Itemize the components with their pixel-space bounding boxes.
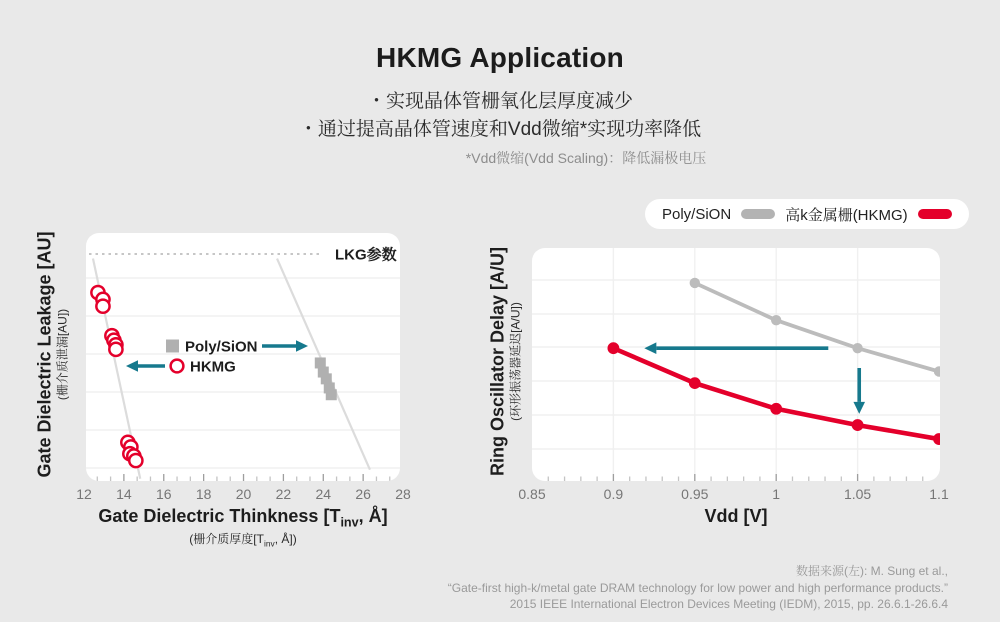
citation-line-3: 2015 IEEE International Electron Devices Meeting (IEDM), 2015, pp. 26.6.1-26.6.4	[509, 597, 948, 611]
legend-label-polysion: Poly/SiON	[662, 205, 732, 223]
citation-line-1: 数据来源(左): M. Sung et al.,	[795, 564, 948, 578]
legend-square-marker	[166, 340, 179, 353]
x-tick-label: 18	[195, 486, 212, 502]
legend-hkmg-label: HKMG	[190, 358, 236, 376]
polysion-line	[695, 283, 939, 372]
hkmg-left-arrow-head	[126, 360, 138, 372]
vdd-scaling-footnote: *Vdd微缩(Vdd Scaling)：降低漏极电压	[465, 150, 707, 166]
left-x-axis-subtitle-subscript: inv	[263, 538, 275, 549]
right-x-axis-title: Vdd [V]	[704, 506, 768, 526]
hkmg-point	[96, 300, 109, 313]
left-x-axis-title-pre: Gate Dielectric Thinkness [T	[98, 506, 341, 526]
bullet-oxide-thickness: ・实现晶体管栅氧化层厚度减少	[366, 91, 633, 112]
hkmg-point	[129, 454, 142, 467]
leakage-chart	[86, 233, 400, 481]
hkmg-point	[852, 419, 864, 431]
legend-label-hkmg: 高k金属栅(HKMG)	[785, 206, 908, 224]
x-tick-label: 20	[235, 486, 252, 502]
right-y-axis-subtitle: (环形振荡器延迟[A/U])	[508, 302, 523, 421]
x-tick-label: 1.1	[929, 486, 949, 502]
left-x-axis-title-post: , Å]	[358, 506, 388, 526]
leakage-chart-panel	[86, 233, 400, 481]
x-tick-label: 0.95	[681, 486, 709, 502]
hkmg-point	[109, 343, 122, 356]
bullet-power-reduction: ・通过提高晶体管速度和Vdd微缩*实现功率降低	[298, 119, 702, 140]
left-x-axis-title	[63, 506, 423, 530]
left-x-axis-subtitle-pre: (栅介质厚度[T	[189, 532, 264, 546]
polysion-point	[934, 366, 940, 376]
polysion-point	[326, 389, 337, 400]
right-y-axis-label	[487, 202, 524, 522]
x-tick-label: 28	[395, 486, 411, 502]
x-tick-label: 0.85	[518, 486, 546, 502]
x-tick-label: 22	[275, 486, 292, 502]
x-tick-label: 26	[355, 486, 371, 502]
x-tick-label: 1	[772, 486, 781, 502]
header-bullets	[0, 88, 1000, 144]
left-x-axis-subtitle	[63, 530, 423, 548]
polysion-point	[852, 343, 862, 353]
hkmg-swatch	[918, 209, 952, 219]
series-legend	[645, 199, 969, 229]
x-tick-label: 12	[76, 486, 92, 502]
hkmg-point	[608, 342, 620, 354]
left-x-axis-title-subscript: inv	[340, 515, 359, 530]
vdd-scaling-arrow-head	[644, 342, 656, 354]
delay-reduction-arrow-head	[853, 402, 865, 414]
left-y-axis-subtitle: (栅介质泄漏[AU])	[55, 308, 70, 401]
citation-line-2: “Gate-first high-k/metal gate DRAM technology for low power and high performance products.”	[447, 580, 948, 595]
right-x-axis-ticks	[518, 486, 949, 504]
left-x-axis-ticks	[76, 486, 411, 504]
left-x-axis-subtitle-post: , Å])	[274, 532, 297, 546]
polysion-swatch	[741, 209, 775, 219]
x-tick-label: 1.05	[843, 486, 872, 502]
legend-polysion-label: Poly/SiON	[185, 338, 258, 356]
polysion-point	[690, 278, 700, 288]
right-y-axis-title: Ring Oscillator Delay [A/U]	[487, 246, 508, 477]
hkmg-point	[770, 403, 782, 415]
x-tick-label: 0.9	[603, 486, 624, 502]
left-y-axis-label	[34, 195, 71, 515]
x-tick-label: 16	[155, 486, 172, 502]
legend-circle-marker	[171, 360, 184, 373]
x-tick-label: 24	[315, 486, 332, 502]
lkg-label: LKG参数	[335, 246, 397, 264]
hkmg-point	[689, 377, 701, 389]
page-title: HKMG Application	[376, 42, 624, 73]
delay-chart-panel	[532, 248, 940, 481]
delay-chart	[532, 248, 940, 481]
left-y-axis-title: Gate Dielectric Leakage [AU]	[34, 231, 55, 478]
polysion-right-arrow-head	[296, 340, 308, 352]
data-source-citation	[448, 563, 948, 613]
x-tick-label: 14	[116, 486, 132, 502]
hkmg-point	[933, 433, 940, 445]
polysion-point	[771, 315, 781, 325]
